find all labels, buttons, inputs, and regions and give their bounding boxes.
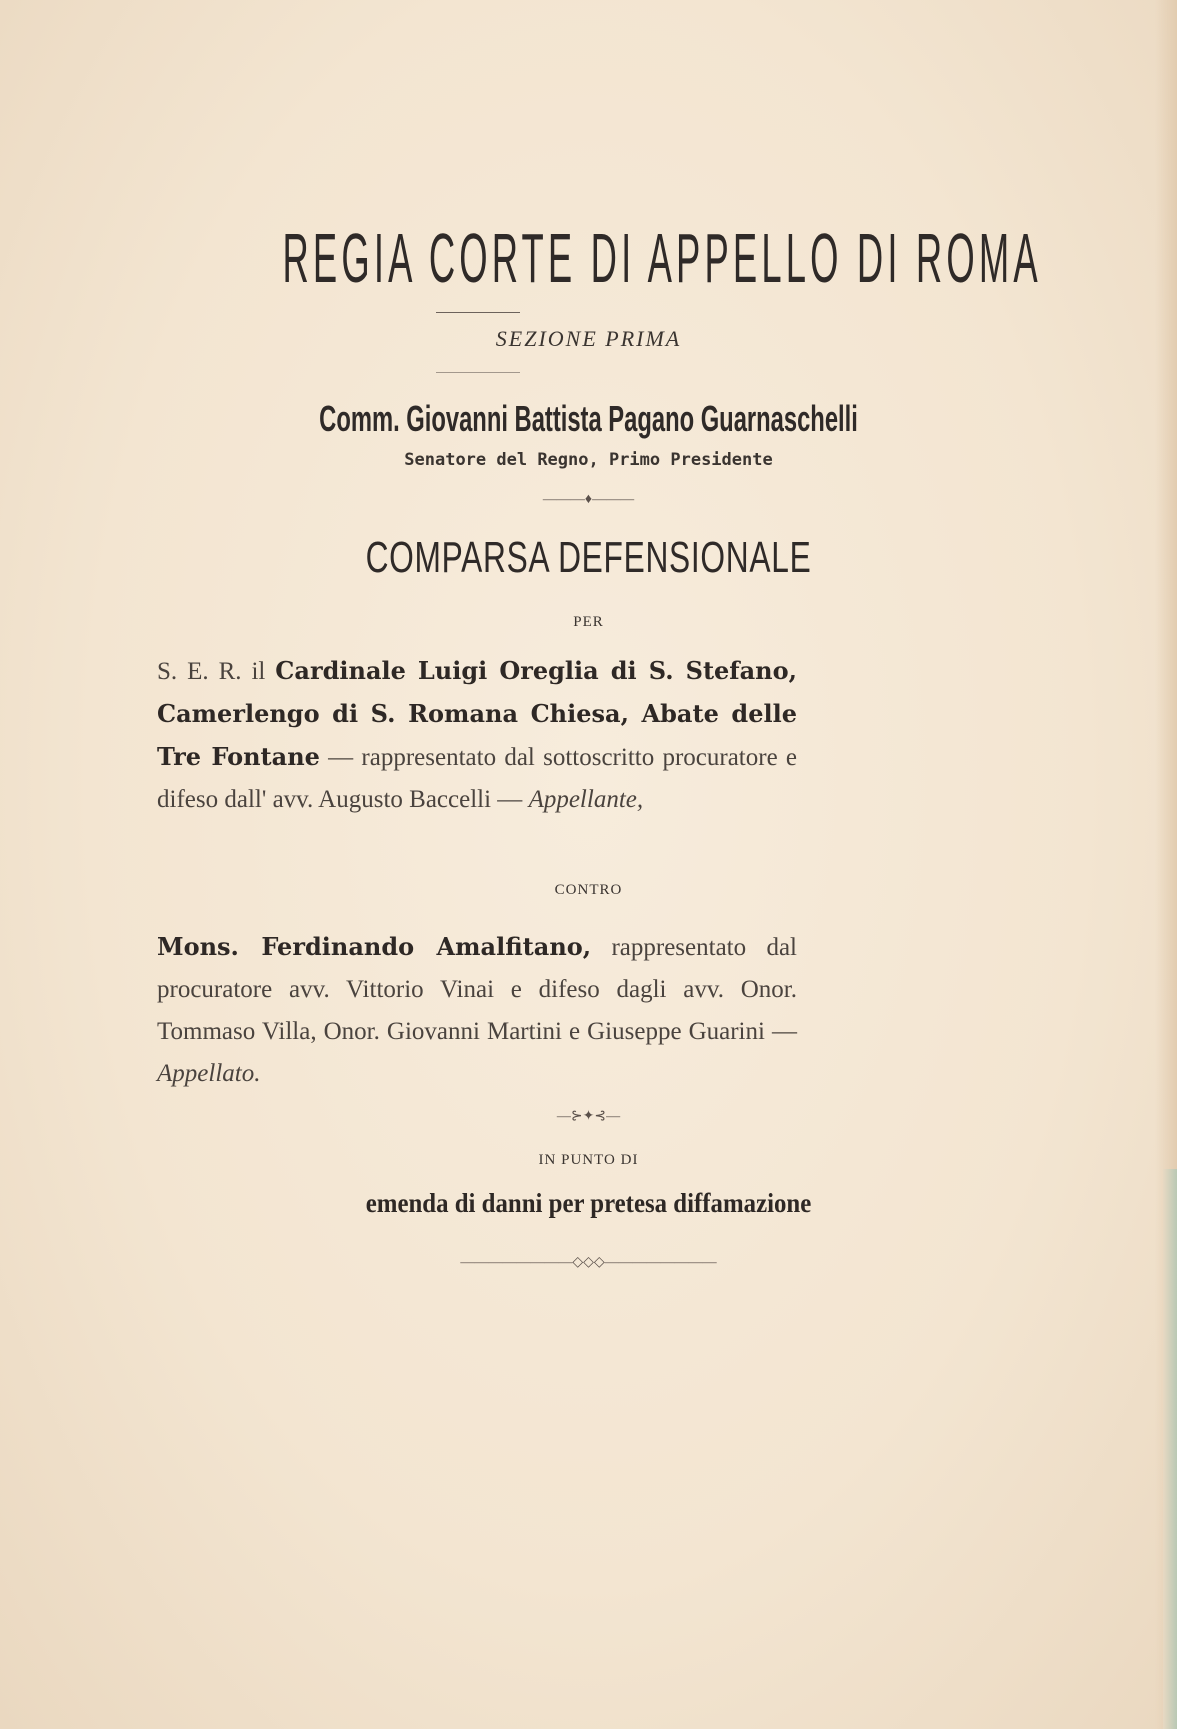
contro-label: CONTRO [554,882,623,898]
appellee-role: Appellato. [157,1060,261,1087]
appellant-role: Appellante, [528,786,644,813]
appellee-name: Mons. Ferdinando Amalfitano, [157,932,592,961]
president-title: Senatore del Regno, Primo Presidente [404,450,773,470]
divider [436,312,520,313]
appellant-prefix: S. E. R. il [157,658,266,685]
ornament-divider-icon: ————————◇◇◇———————— [460,1255,717,1270]
page-edge-tint [1163,1169,1177,1729]
appellant-name: Cardinale Luigi Oreglia di S. Stefano, Camerlengo di S. Romana Chiesa, Abate delle Tre Fontane [157,656,797,771]
appellant-text: — rappresentato dal sottoscritto procuratore e difeso dall' avv. Augusto Baccelli — [157,744,798,813]
appellee-paragraph [157,926,797,1095]
document-type: COMPARSA DEFENSIONALE [365,533,812,582]
court-title: REGIA CORTE DI APPELLO DI ROMA [282,219,1042,297]
divider [436,372,520,373]
section-title: SEZIONE PRIMA [495,326,682,351]
president-name: Comm. Giovanni Battista Pagano Guarnaschelli [319,398,858,439]
subject-label: IN PUNTO DI [538,1152,639,1168]
per-label: PER [573,614,604,630]
ornament-divider-icon: —⊱✦⊰— [556,1109,621,1124]
appellant-paragraph [157,650,797,821]
ornament-divider-icon: ———♦——— [542,492,635,507]
appellee-text: rappresentato dal procuratore avv. Vittorio Vinai e difeso dagli avv. Onor. Tommaso Villa, Onor. Giovanni Martini e Giuseppe Guarini — [157,934,797,1045]
subject-text: emenda di danni per pretesa diffamazione [365,1188,812,1218]
